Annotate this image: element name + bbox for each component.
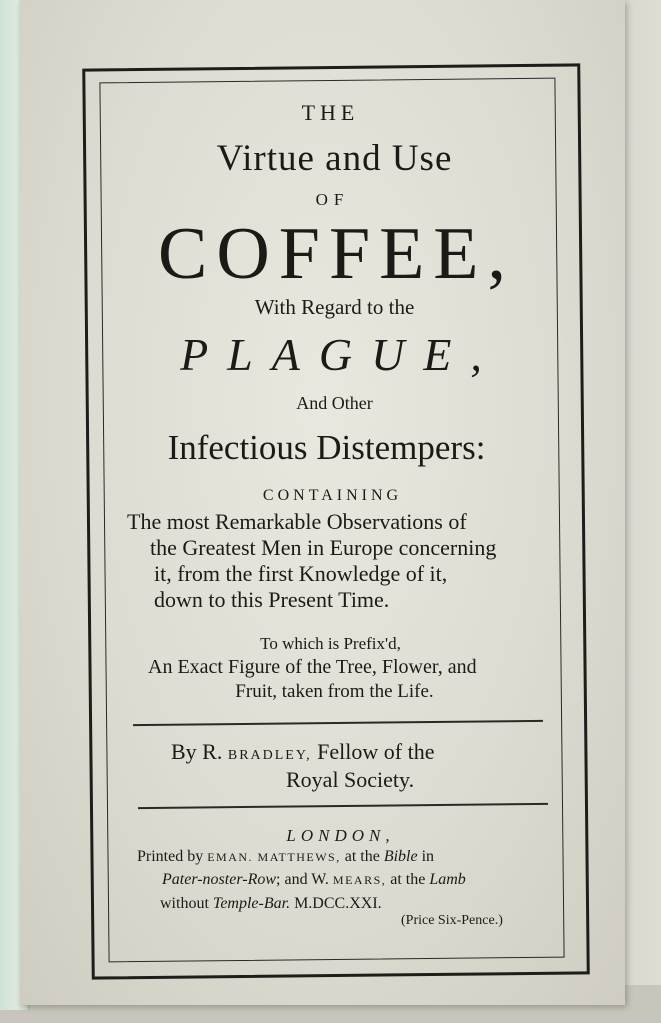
- figure-line-2: Fruit, taken from the Life.: [235, 681, 434, 702]
- title-the: THE: [301, 100, 360, 125]
- author-name: BRADLEY,: [227, 748, 312, 763]
- title-coffee: COFFEE,: [157, 213, 515, 295]
- imprint-printer: EMAN. MATTHEWS,: [207, 850, 341, 864]
- imprint-year: M.DCC.XXI.: [290, 895, 382, 912]
- imprint-london: LONDON,: [286, 826, 395, 845]
- title-virtue-and-use: Virtue and Use: [216, 138, 453, 179]
- observations-line: down to this Present Time.: [154, 587, 390, 612]
- imprint-temple-bar: Temple-Bar.: [212, 895, 291, 912]
- observations-line: it, from the first Knowledge of it,: [154, 561, 448, 586]
- imprint-mears: MEARS,: [332, 873, 387, 887]
- title-of: OF: [315, 190, 350, 209]
- author-fellow: Fellow of the: [311, 739, 435, 764]
- imprint-and-w: ; and W.: [276, 871, 333, 888]
- imprint-at-the-2: at the: [386, 871, 430, 888]
- imprint-price: (Price Six-Pence.): [401, 913, 503, 928]
- title-infectious-distempers: Infectious Distempers:: [167, 428, 486, 467]
- title-with-regard: With Regard to the: [254, 295, 415, 319]
- containing-label: CONTAINING: [262, 487, 403, 504]
- imprint-line-2: [162, 871, 466, 889]
- author-society: Royal Society.: [286, 767, 415, 792]
- title-plague: PLAGUE,: [180, 329, 501, 380]
- imprint-line-1: [137, 848, 434, 866]
- imprint-at-the: at the: [340, 848, 384, 865]
- prefixd-line: To which is Prefix'd,: [260, 634, 401, 653]
- imprint-lamb: Lamb: [429, 871, 466, 888]
- imprint-printed-by: Printed by: [137, 848, 208, 865]
- imprint-paternoster: Pater-noster-Row: [162, 871, 277, 888]
- author-line: [171, 739, 435, 765]
- observations-line: the Greatest Men in Europe concerning: [150, 535, 497, 560]
- observations-line: The most Remarkable Observations of: [127, 509, 467, 534]
- author-by: By R.: [171, 739, 223, 764]
- title-and-other: And Other: [296, 393, 373, 413]
- imprint-in: in: [417, 848, 435, 865]
- imprint-bible: Bible: [383, 848, 418, 865]
- figure-line-1: An Exact Figure of the Tree, Flower, and: [148, 656, 477, 678]
- imprint-line-3: [160, 895, 382, 913]
- imprint-without: without: [160, 895, 213, 912]
